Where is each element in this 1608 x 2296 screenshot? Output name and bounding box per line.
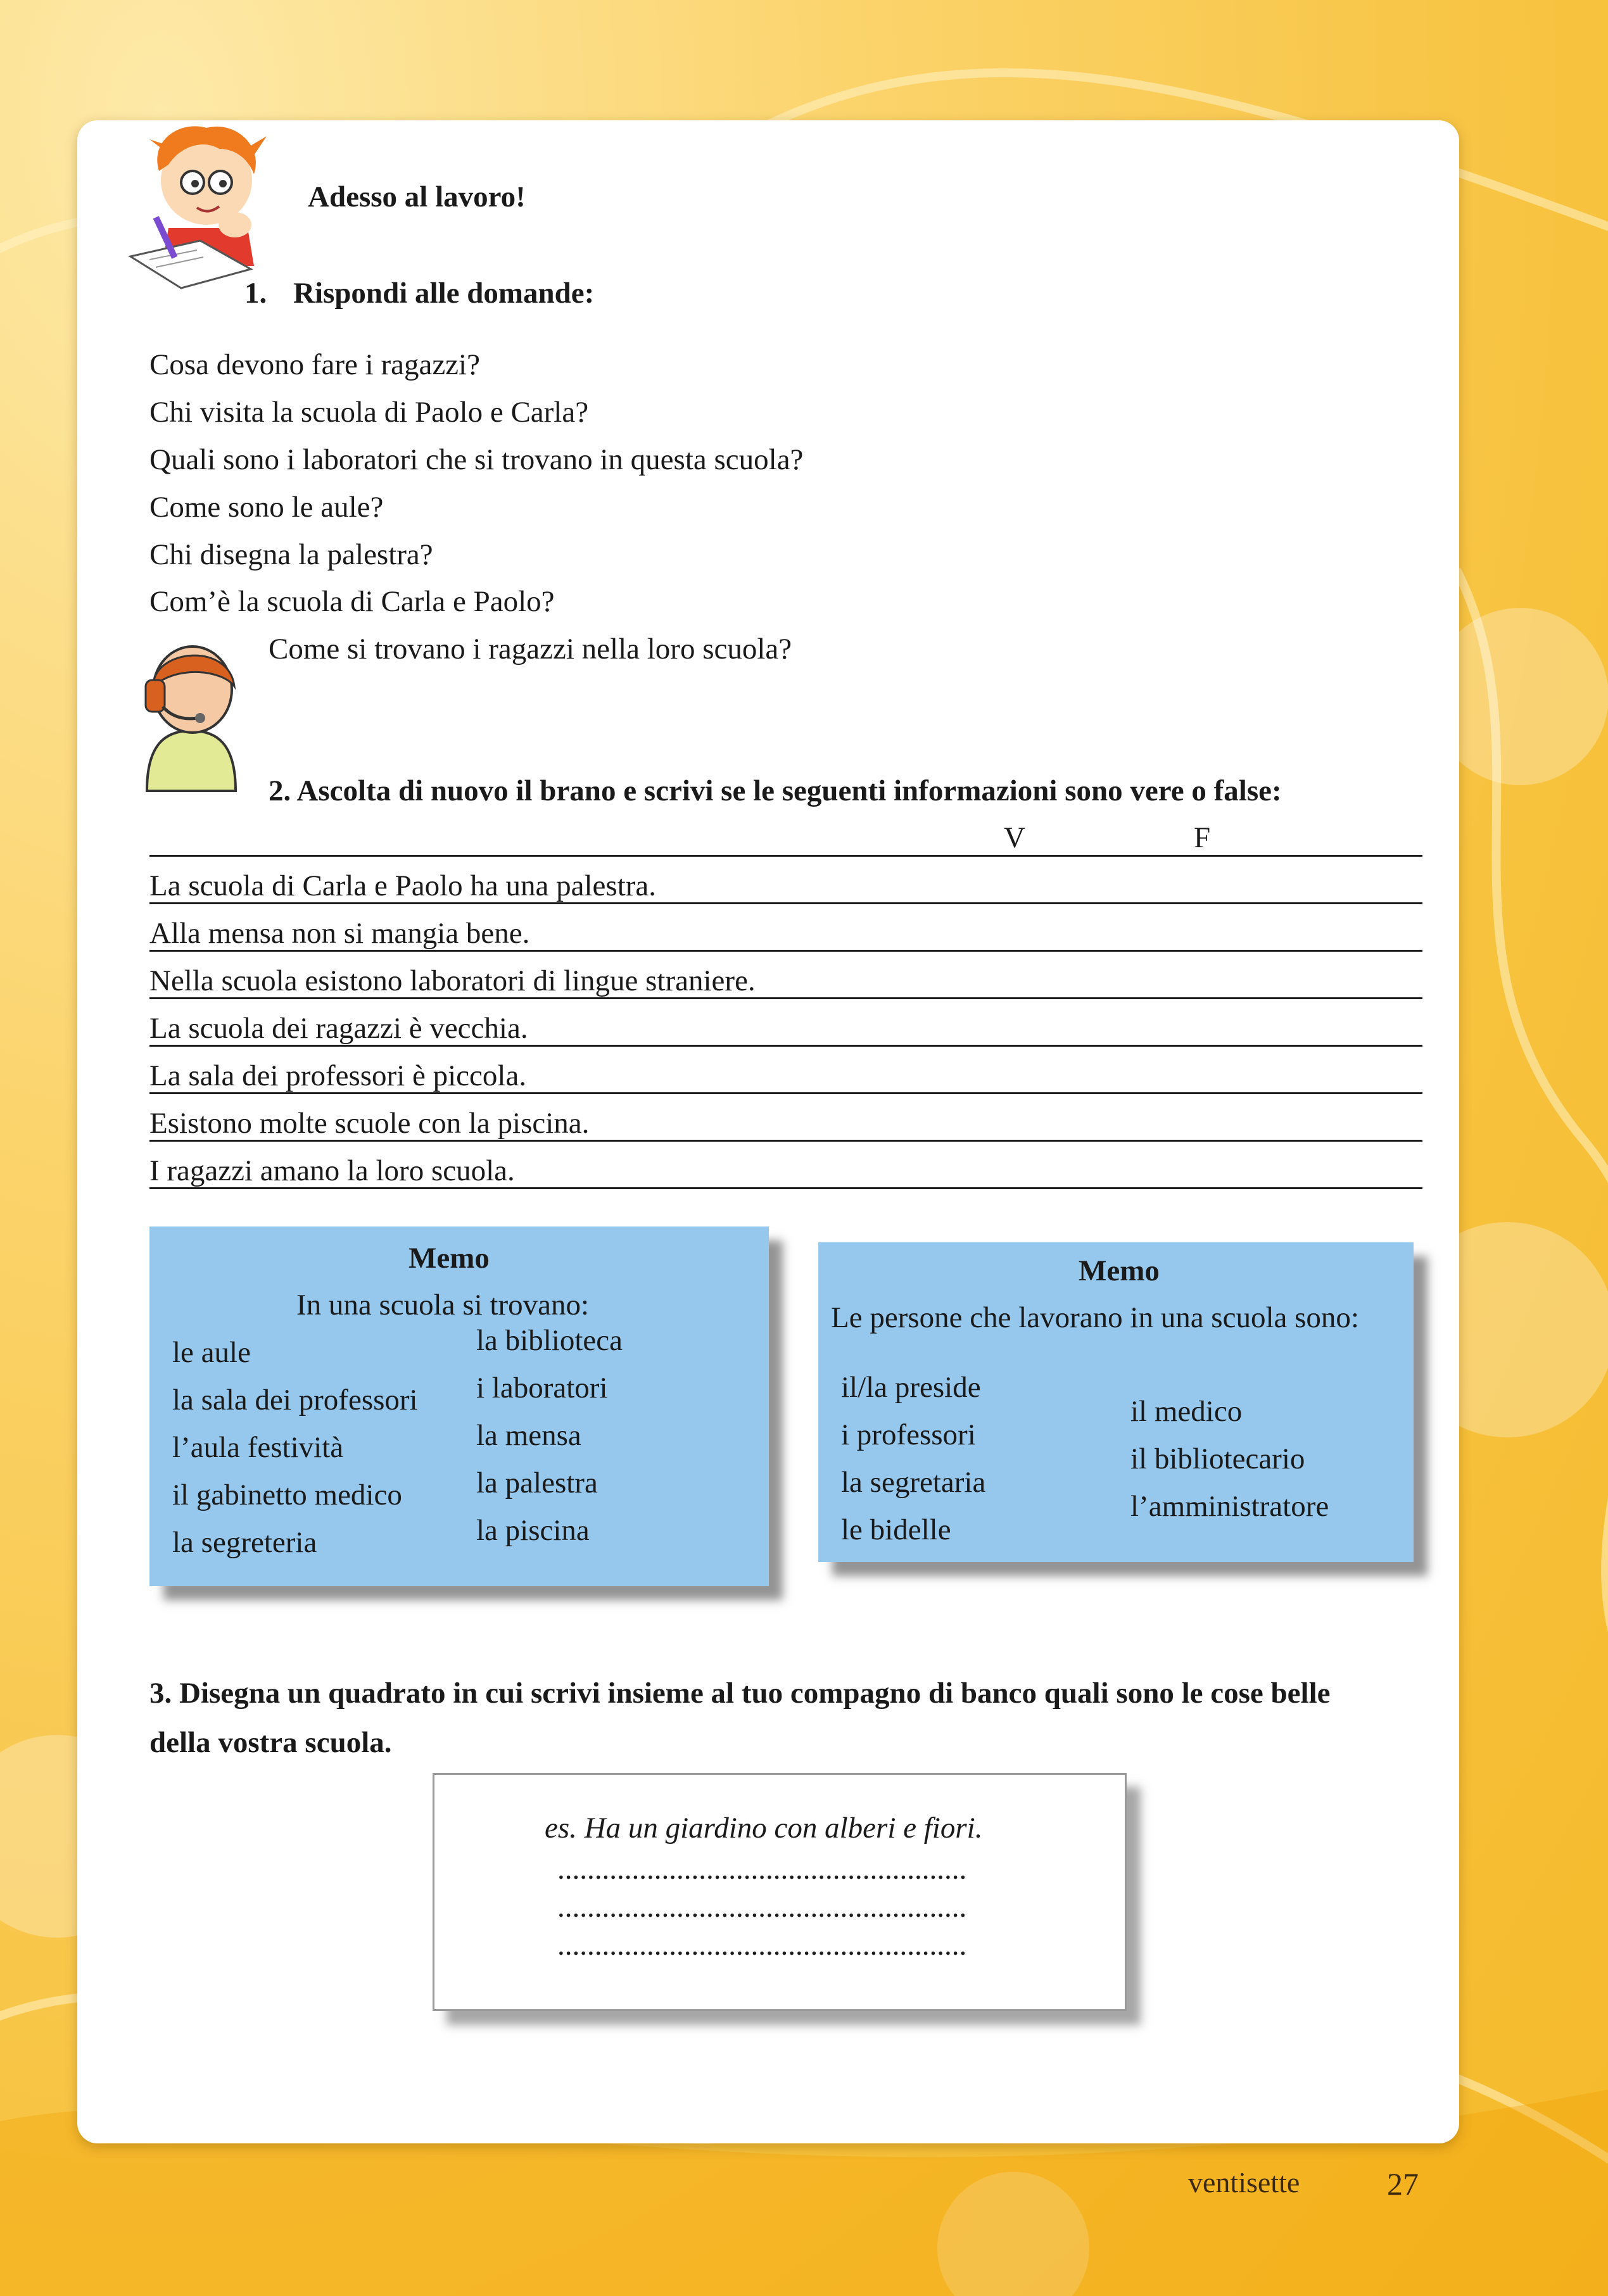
table-rule: [149, 950, 1422, 952]
question-item: Come sono le aule?: [149, 491, 384, 524]
page-number-word: ventisette: [1188, 2166, 1300, 2198]
question-item: Come si trovano i ragazzi nella loro scuola?: [269, 633, 792, 665]
memo-list-item: l’aula festività: [172, 1431, 344, 1464]
memo-list-item: la mensa: [476, 1419, 581, 1452]
memo-list-item: la sala dei professori: [172, 1384, 418, 1416]
memo-list-item: la segretaria: [841, 1466, 986, 1499]
table-rule: [149, 855, 1422, 857]
exercise2-title: 2. Ascolta di nuovo il brano e scrivi se le seguenti informazioni sono vere o false:: [269, 774, 1282, 807]
memo-list-item: la segreteria: [172, 1526, 317, 1559]
column-false: F: [1194, 821, 1211, 854]
exercise1-title: Rispondi alle domande:: [293, 277, 595, 310]
section-heading: Adesso al lavoro!: [308, 180, 526, 213]
question-item: Chi visita la scuola di Paolo e Carla?: [149, 396, 589, 429]
memo-list-item: il medico: [1130, 1395, 1243, 1428]
answer-dotted-line[interactable]: .......................................................: [557, 1853, 967, 1886]
table-rule: [149, 1045, 1422, 1047]
table-rule: [149, 997, 1422, 999]
table-rule: [149, 1092, 1422, 1094]
question-item: Cosa devono fare i ragazzi?: [149, 348, 480, 381]
answer-dotted-line[interactable]: .......................................................: [557, 1929, 967, 1962]
memo-list-item: l’amministratore: [1130, 1490, 1329, 1523]
statement-row: Alla mensa non si mangia bene.: [149, 917, 530, 950]
memo-list-item: il bibliotecario: [1130, 1442, 1305, 1475]
memo-list-item: i professori: [841, 1418, 976, 1451]
exercise1-number: 1.: [244, 277, 267, 310]
question-item: Quali sono i laboratori che si trovano in questa scuola?: [149, 443, 804, 476]
memo-subtitle: In una scuola si trovano:: [296, 1289, 590, 1321]
statement-row: La scuola dei ragazzi è vecchia.: [149, 1012, 528, 1045]
statement-row: Nella scuola esistono laboratori di lingue straniere.: [149, 964, 756, 997]
exercise3-instruction: 3. Disegna un quadrato in cui scrivi insieme al tuo compagno di banco quali sono le cose belle: [149, 1677, 1331, 1710]
exercise3-instruction: della vostra scuola.: [149, 1726, 392, 1759]
statement-row: La sala dei professori è piccola.: [149, 1059, 527, 1092]
memo-list-item: la biblioteca: [476, 1324, 623, 1357]
memo-list-item: il gabinetto medico: [172, 1479, 402, 1511]
statement-row: Esistono molte scuole con la piscina.: [149, 1107, 590, 1140]
memo-list-item: il/la preside: [841, 1371, 981, 1404]
answer-example: es. Ha un giardino con alberi e fiori.: [545, 1812, 983, 1845]
boy-writing-icon: [124, 120, 276, 291]
memo-list-item: le aule: [172, 1336, 251, 1369]
memo-list-item: la piscina: [476, 1514, 590, 1547]
memo-title: Memo: [408, 1242, 490, 1275]
memo-list-item: la palestra: [476, 1467, 598, 1499]
memo-list-item: le bidelle: [841, 1513, 951, 1546]
memo-title: Memo: [1079, 1254, 1160, 1287]
memo-subtitle: Le persone che lavorano in una scuola sono:: [831, 1301, 1359, 1334]
question-item: Chi disegna la palestra?: [149, 538, 433, 571]
table-rule: [149, 902, 1422, 904]
headset-listener-icon: [141, 636, 242, 794]
answer-dotted-line[interactable]: .......................................................: [557, 1891, 967, 1924]
column-true: V: [1004, 821, 1025, 854]
table-rule: [149, 1140, 1422, 1142]
statement-row: La scuola di Carla e Paolo ha una palestra.: [149, 869, 657, 902]
memo-list-item: i laboratori: [476, 1372, 608, 1404]
table-rule: [149, 1187, 1422, 1189]
page-number: 27: [1387, 2166, 1419, 2202]
statement-row: I ragazzi amano la loro scuola.: [149, 1154, 515, 1187]
question-item: Com’è la scuola di Carla e Paolo?: [149, 585, 555, 618]
